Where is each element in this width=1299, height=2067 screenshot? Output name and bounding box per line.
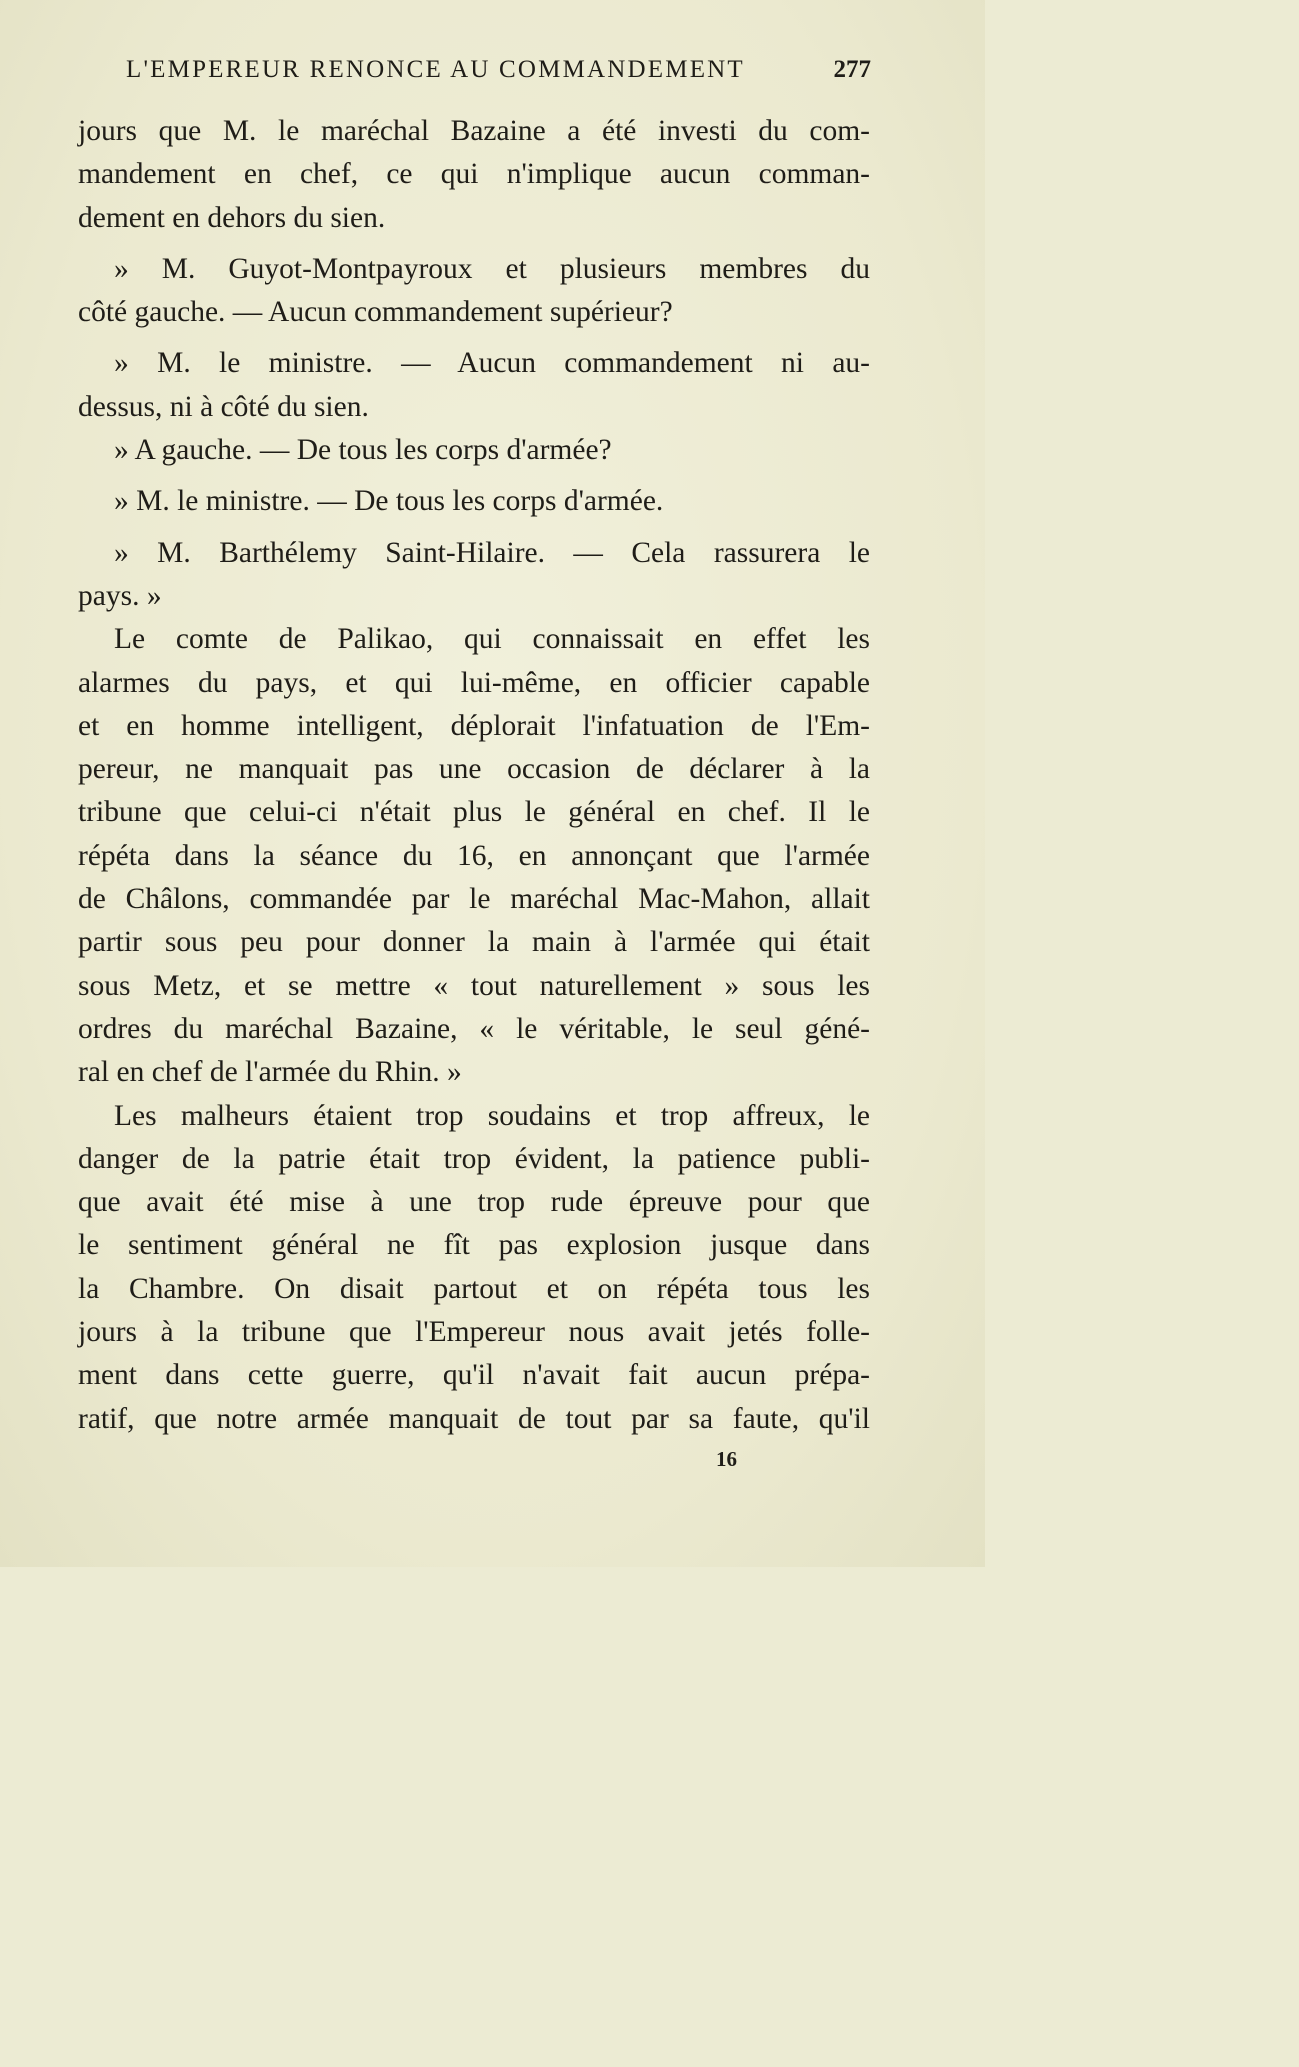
text-line: ordres du maréchal Bazaine, « le véritable, le seul géné-	[78, 1012, 870, 1045]
text-line: alarmes du pays, et qui lui-même, en officier capable	[78, 666, 870, 699]
text-line: de Châlons, commandée par le maréchal Mac-Mahon, allait	[78, 883, 870, 916]
running-header	[126, 56, 871, 90]
text-line: » M. Guyot-Montpayroux et plusieurs membres du	[114, 252, 870, 285]
text-line: » M. le ministre. — De tous les corps d'armée.	[114, 485, 664, 518]
text-line: partir sous peu pour donner la main à l'armée qui était	[78, 926, 870, 959]
text-line: jours que M. le maréchal Bazaine a été investi du com-	[78, 115, 870, 147]
running-title: L'EMPEREUR RENONCE AU COMMANDEMENT	[126, 56, 745, 83]
text-line: tribune que celui-ci n'était plus le général en chef. Il le	[78, 796, 870, 829]
text-line: côté gauche. — Aucun commandement supérieur?	[78, 296, 673, 329]
text-line: ratif, que notre armée manquait de tout par sa faute, qu'il	[78, 1402, 870, 1435]
text-line: ral en chef de l'armée du Rhin. »	[78, 1056, 462, 1089]
text-line: danger de la patrie était trop évident, la patience publi-	[78, 1142, 870, 1175]
text-line: » A gauche. — De tous les corps d'armée?	[114, 434, 612, 467]
text-line: dement en dehors du sien.	[78, 201, 386, 234]
text-line: pays. »	[78, 579, 162, 612]
body-text	[78, 110, 870, 1441]
text-line: pereur, ne manquait pas une occasion de déclarer à la	[78, 753, 870, 786]
page-number: 277	[833, 56, 871, 83]
text-line: Le comte de Palikao, qui connaissait en effet les	[114, 623, 870, 656]
text-line: répéta dans la séance du 16, en annonçant que l'armée	[78, 839, 870, 872]
text-line: sous Metz, et se mettre « tout naturellement » sous les	[78, 969, 870, 1002]
text-line: » M. le ministre. — Aucun commandement ni au-	[114, 347, 870, 380]
text-line: que avait été mise à une trop rude épreuve pour que	[78, 1186, 870, 1219]
text-line: et en homme intelligent, déplorait l'infatuation de l'Em-	[78, 709, 870, 742]
text-line: jours à la tribune que l'Empereur nous avait jetés folle-	[78, 1316, 870, 1349]
text-line: dessus, ni à côté du sien.	[78, 390, 369, 423]
text-line: » M. Barthélemy Saint-Hilaire. — Cela rassurera le	[114, 536, 870, 569]
text-line: Les malheurs étaient trop soudains et trop affreux, le	[114, 1099, 870, 1132]
text-line: le sentiment général ne fît pas explosion jusque dans	[78, 1229, 870, 1262]
signature-mark: 16	[716, 1447, 737, 1471]
text-line: mandement en chef, ce qui n'implique aucun comman-	[78, 158, 870, 191]
text-line: ment dans cette guerre, qu'il n'avait fait aucun prépa-	[78, 1359, 870, 1392]
text-line: la Chambre. On disait partout et on répéta tous les	[78, 1272, 870, 1305]
